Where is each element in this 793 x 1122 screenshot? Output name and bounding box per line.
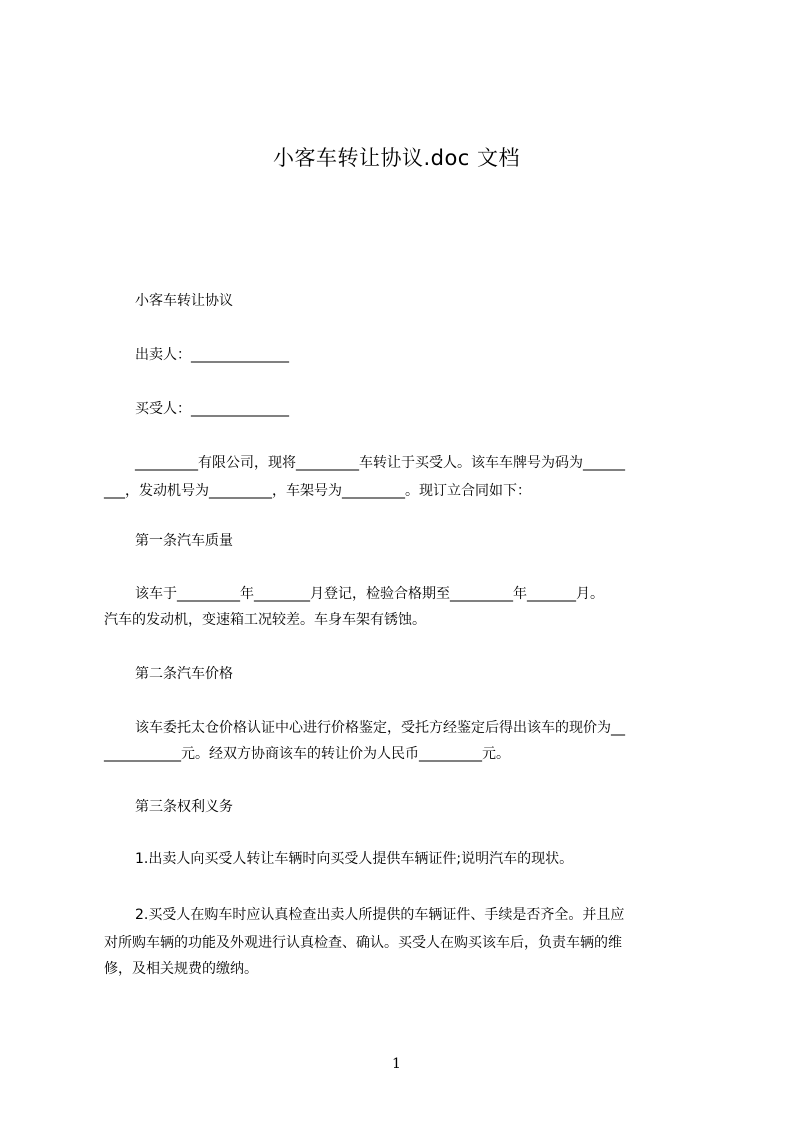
agreement-heading: 小客车转让协议 <box>135 293 233 309</box>
article-3-item-2-line-2: 对所购车辆的功能及外观进行认真检查、确认。买受人在购买该车后，负责车辆的维 <box>104 935 622 951</box>
buyer-line: 买受人：______________ <box>135 401 289 417</box>
intro-paragraph-line-2: ___，发动机号为_________，车架号为_________。现订立合同如下： <box>104 483 531 499</box>
article-1-heading: 第一条汽车质量 <box>135 533 233 549</box>
page-number: 1 <box>392 1056 401 1072</box>
article-2-heading: 第二条汽车价格 <box>135 666 233 682</box>
seller-line: 出卖人：______________ <box>135 347 289 363</box>
article-2-line-2: ___________元。经双方协商该车的转让价为人民币_________元。 <box>104 746 510 762</box>
document-title: 小客车转让协议.doc 文档 <box>272 146 521 170</box>
article-3-item-2-line-1: 2.买受人在购车时应认真检查出卖人所提供的车辆证件、手续是否齐全。并且应 <box>135 907 625 923</box>
article-1-line-1: 该车于_________年________月登记，检验合格期至_________年_______月。 <box>135 586 604 602</box>
article-2-line-1: 该车委托太仓价格认证中心进行价格鉴定，受托方经鉴定后得出该车的现价为__ <box>135 720 625 736</box>
article-3-item-2-line-3: 修，及相关规费的缴纳。 <box>104 961 258 977</box>
article-3-heading: 第三条权利义务 <box>135 799 233 815</box>
intro-paragraph-line-1: _________有限公司，现将_________车转让于买受人。该车车牌号为码为______ <box>135 455 625 471</box>
article-3-item-1: 1.出卖人向买受人转让车辆时向买受人提供车辆证件;说明汽车的现状。 <box>135 851 574 867</box>
article-1-line-2: 汽车的发动机，变速箱工况较差。车身车架有锈蚀。 <box>104 612 426 628</box>
